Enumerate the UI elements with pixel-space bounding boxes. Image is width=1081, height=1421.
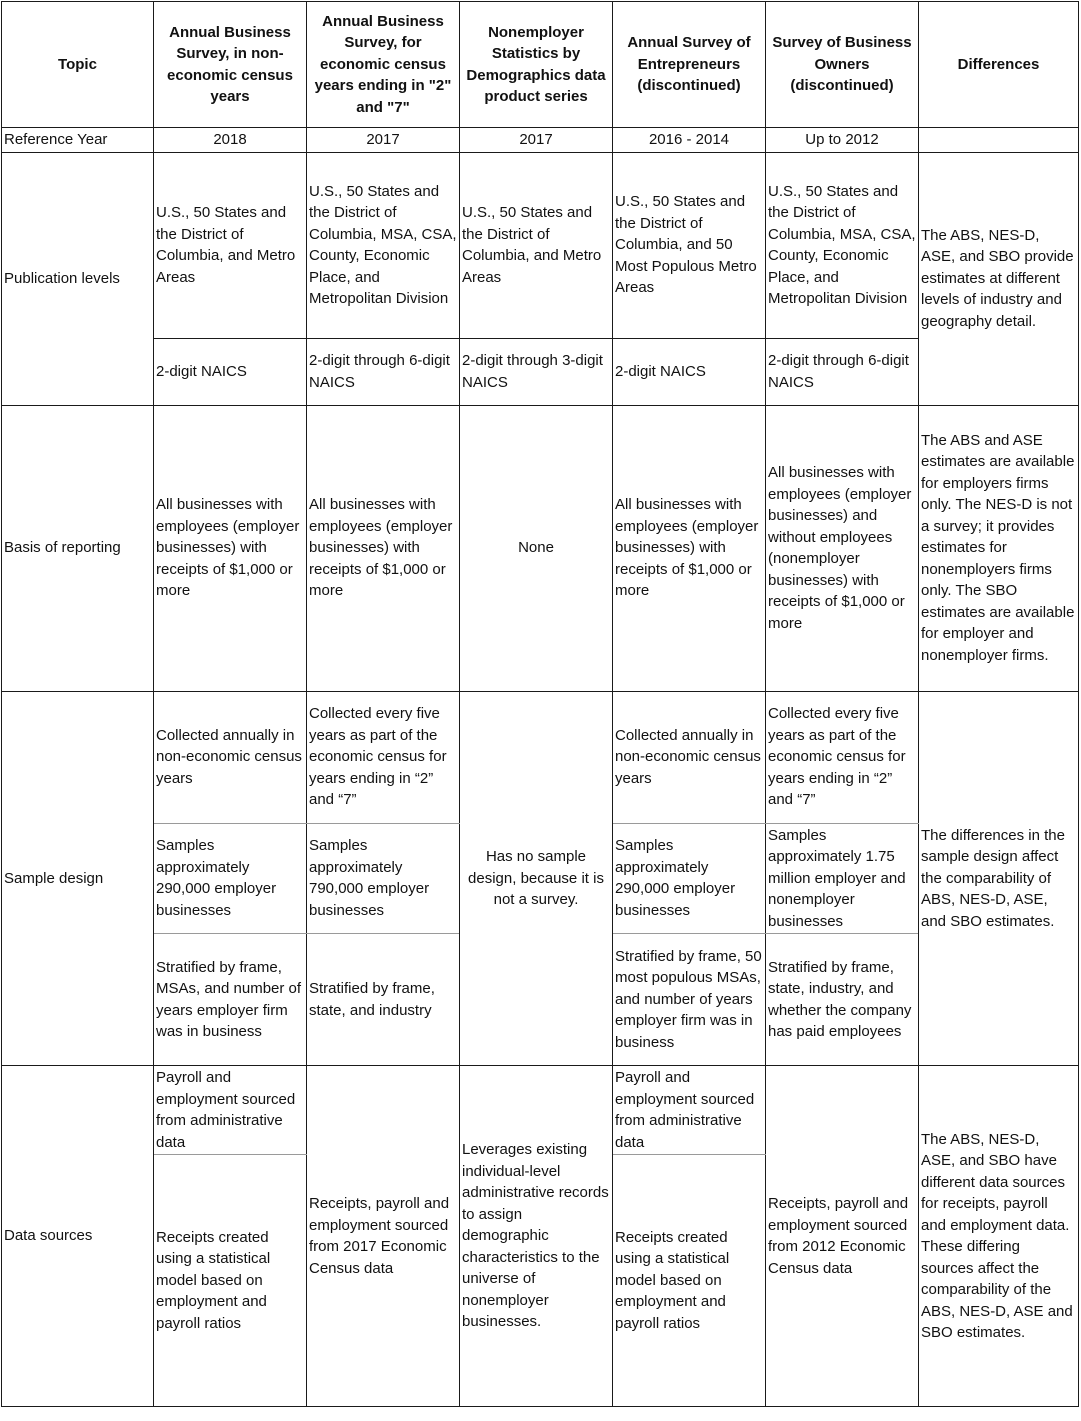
cell-nesd-publication-naics: 2-digit through 3-digit NAICS <box>460 338 613 405</box>
row-label-data-sources: Data sources <box>2 1066 154 1407</box>
cell-abs-data-model: Receipts created using a statistical model based on employment and payroll ratios <box>154 1155 307 1407</box>
cell-ec-basis: All businesses with employees (employer businesses) with receipts of $1,000 or more <box>307 405 460 691</box>
cell-ase-sample-strata: Stratified by frame, 50 most populous MSAs, and number of years employer firm was in business <box>613 934 766 1066</box>
cell-ase-publication-geo: U.S., 50 States and the District of Columbia, and 50 Most Populous Metro Areas <box>613 152 766 338</box>
cell-diff-data-sources: The ABS, NES-D, ASE, and SBO have different data sources for receipts, payroll and employment data. These differing sources affect the comparability of the ABS, NES-D, ASE and SBO estimates. <box>919 1066 1079 1407</box>
row-label-sample-design: Sample design <box>2 691 154 1066</box>
cell-sbo-reference-year: Up to 2012 <box>766 128 919 153</box>
cell-sbo-sample-size: Samples approximately 1.75 million employer and nonemployer businesses <box>766 823 919 934</box>
cell-sbo-publication-naics: 2-digit through 6-digit NAICS <box>766 338 919 405</box>
comparison-table <box>1 1 1079 1407</box>
row-sample-collection <box>2 691 1079 823</box>
cell-ase-data-model: Receipts created using a statistical model based on employment and payroll ratios <box>613 1155 766 1407</box>
header-abs: Annual Business Survey, in non-economic census years <box>154 2 307 128</box>
cell-ase-data-admin: Payroll and employment sourced from administrative data <box>613 1066 766 1155</box>
cell-ec-sample-size: Samples approximately 790,000 employer businesses <box>307 823 460 934</box>
header-sbo: Survey of Business Owners (discontinued) <box>766 2 919 128</box>
cell-ec-sample-strata: Stratified by frame, state, and industry <box>307 934 460 1066</box>
cell-diff-sample-design: The differences in the sample design affect the comparability of ABS, NES-D, ASE, and SBO estimates. <box>919 691 1079 1066</box>
cell-diff-publication-levels: The ABS, NES-D, ASE, and SBO provide estimates at different levels of industry and geography detail. <box>919 152 1079 405</box>
cell-sbo-publication-geo: U.S., 50 States and the District of Columbia, MSA, CSA, County, Economic Place, and Metropolitan Division <box>766 152 919 338</box>
cell-abs-sample-size: Samples approximately 290,000 employer businesses <box>154 823 307 934</box>
header-abs-economic-census: Annual Business Survey, for economic census years ending in "2" and "7" <box>307 2 460 128</box>
cell-ec-reference-year: 2017 <box>307 128 460 153</box>
row-label-reference-year: Reference Year <box>2 128 154 153</box>
row-label-publication-levels: Publication levels <box>2 152 154 405</box>
cell-sbo-basis: All businesses with employees (employer businesses) and without employees (nonemployer businesses) with receipts of $1,000 or more <box>766 405 919 691</box>
cell-ec-sample-collection: Collected every five years as part of the economic census for years ending in “2” and “7” <box>307 691 460 823</box>
row-publication-geo <box>2 152 1079 338</box>
header-row <box>2 2 1079 128</box>
cell-ec-data-sources: Receipts, payroll and employment sourced from 2017 Economic Census data <box>307 1066 460 1407</box>
cell-ase-reference-year: 2016 - 2014 <box>613 128 766 153</box>
header-ase: Annual Survey of Entrepreneurs (discontinued) <box>613 2 766 128</box>
cell-ec-publication-naics: 2-digit through 6-digit NAICS <box>307 338 460 405</box>
cell-sbo-data-sources: Receipts, payroll and employment sourced from 2012 Economic Census data <box>766 1066 919 1407</box>
cell-abs-publication-naics: 2-digit NAICS <box>154 338 307 405</box>
cell-abs-basis: All businesses with employees (employer businesses) with receipts of $1,000 or more <box>154 405 307 691</box>
row-basis-of-reporting <box>2 405 1079 691</box>
cell-nesd-publication-geo: U.S., 50 States and the District of Columbia, and Metro Areas <box>460 152 613 338</box>
cell-ase-sample-collection: Collected annually in non-economic census years <box>613 691 766 823</box>
row-label-basis-of-reporting: Basis of reporting <box>2 405 154 691</box>
cell-abs-reference-year: 2018 <box>154 128 307 153</box>
cell-nesd-basis: None <box>460 405 613 691</box>
header-nesd: Nonemployer Statistics by Demographics data product series <box>460 2 613 128</box>
cell-sbo-sample-collection: Collected every five years as part of the economic census for years ending in “2” and “7” <box>766 691 919 823</box>
cell-diff-reference-year <box>919 128 1079 153</box>
cell-sbo-sample-strata: Stratified by frame, state, industry, and whether the company has paid employees <box>766 934 919 1066</box>
cell-nesd-data-sources: Leverages existing individual-level administrative records to assign demographic characteristics to the universe of nonemployer businesses. <box>460 1066 613 1407</box>
cell-ase-basis: All businesses with employees (employer businesses) with receipts of $1,000 or more <box>613 405 766 691</box>
cell-nesd-reference-year: 2017 <box>460 128 613 153</box>
cell-diff-basis: The ABS and ASE estimates are available for employers firms only. The NES-D is not a survey; it provides estimates for nonemployers firms only. The SBO estimates are available for employer and nonemployer firms. <box>919 405 1079 691</box>
cell-abs-sample-collection: Collected annually in non-economic census years <box>154 691 307 823</box>
cell-ase-sample-size: Samples approximately 290,000 employer businesses <box>613 823 766 934</box>
cell-abs-publication-geo: U.S., 50 States and the District of Columbia, and Metro Areas <box>154 152 307 338</box>
row-reference-year <box>2 128 1079 153</box>
cell-abs-data-admin: Payroll and employment sourced from administrative data <box>154 1066 307 1155</box>
cell-ase-publication-naics: 2-digit NAICS <box>613 338 766 405</box>
cell-ec-publication-geo: U.S., 50 States and the District of Columbia, MSA, CSA, County, Economic Place, and Metropolitan Division <box>307 152 460 338</box>
row-data-sources-admin <box>2 1066 1079 1155</box>
cell-nesd-sample-design: Has no sample design, because it is not a survey. <box>460 691 613 1066</box>
row-publication-naics <box>2 338 1079 405</box>
cell-abs-sample-strata: Stratified by frame, MSAs, and number of years employer firm was in business <box>154 934 307 1066</box>
header-differences: Differences <box>919 2 1079 128</box>
header-topic: Topic <box>2 2 154 128</box>
